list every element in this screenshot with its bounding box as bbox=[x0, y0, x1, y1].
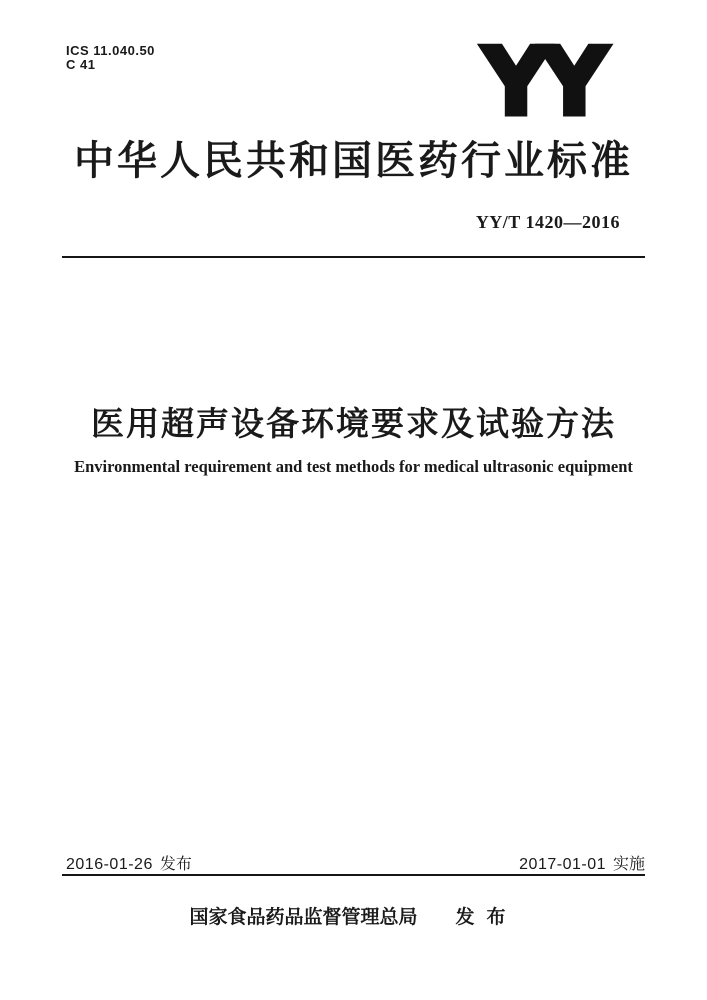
ics-code: ICS 11.040.50 bbox=[66, 43, 155, 58]
footer-divider bbox=[62, 874, 645, 876]
issue-date-group bbox=[66, 851, 192, 874]
implement-label: 实施 bbox=[612, 856, 645, 873]
issuer-name: 国家食品药品监督管理总局 bbox=[189, 907, 418, 928]
implement-date: 2017-01-01 bbox=[519, 856, 606, 873]
publisher-row bbox=[0, 902, 707, 929]
header-divider bbox=[62, 256, 645, 258]
standard-category-title: 中华人民共和国医药行业标准 bbox=[74, 139, 633, 183]
classification-code: C 41 bbox=[66, 57, 96, 72]
implement-date-group bbox=[519, 851, 645, 874]
date-row bbox=[66, 851, 645, 874]
issue-date: 2016-01-26 bbox=[66, 856, 153, 873]
document-title-en: Environmental requirement and test methods for medical ultrasonic equipment bbox=[74, 457, 633, 476]
standard-number: YY/T 1420—2016 bbox=[475, 212, 620, 232]
issue-label: 发布 bbox=[159, 856, 192, 873]
ics-block bbox=[66, 44, 155, 72]
publish-label: 发布 bbox=[455, 907, 518, 928]
yy-standard-logo: YY bbox=[482, 28, 599, 136]
document-title-zh: 医用超声设备环境要求及试验方法 bbox=[91, 405, 616, 442]
